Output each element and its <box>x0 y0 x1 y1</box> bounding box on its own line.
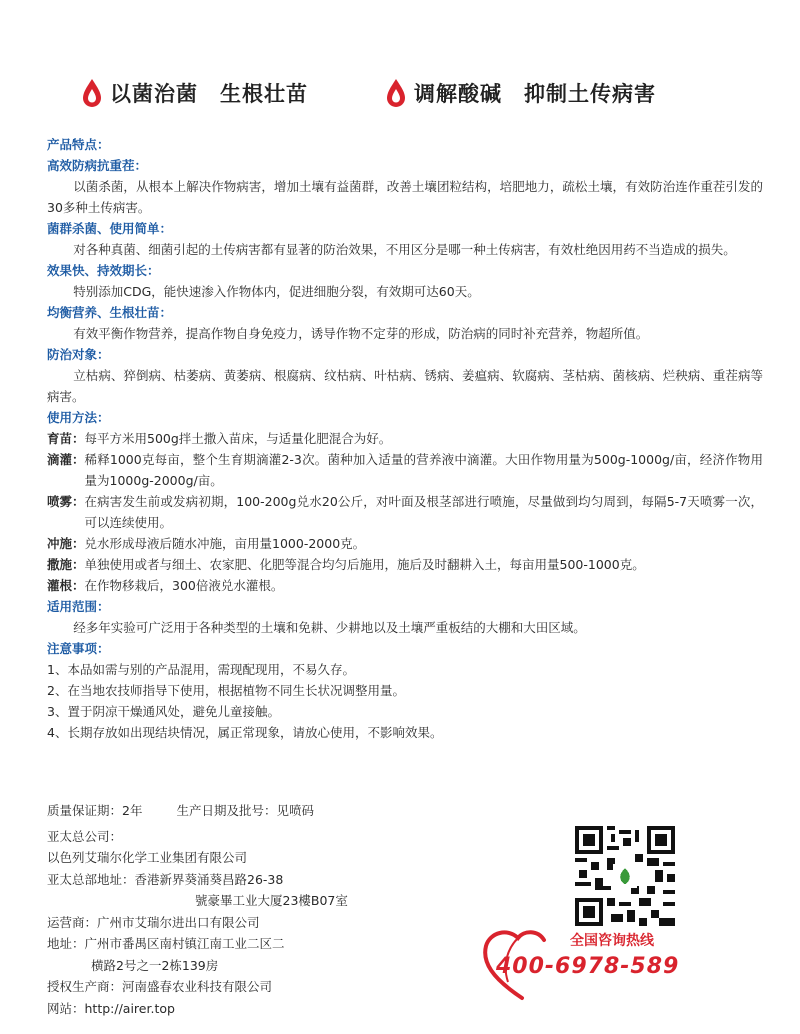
note-item: 4、长期存放如出现结块情况，属正常现象，请放心使用，不影响效果。 <box>47 725 443 740</box>
drop-icon <box>80 77 104 109</box>
note-item: 3、置于阴凉干燥通风处，避免儿童接触。 <box>47 704 280 719</box>
slogan-right <box>384 77 656 109</box>
targets-heading: 防治对象： <box>47 347 110 362</box>
usage-label: 撒施： <box>47 557 85 572</box>
hotline-label: 全国咨询热线 <box>570 933 654 949</box>
address-cont: 横路2号之一2栋139房 <box>91 957 219 973</box>
drop-icon <box>384 77 408 109</box>
hotline-number[interactable]: 400-6978-589 <box>496 954 680 979</box>
usage-row <box>47 554 763 575</box>
product-description <box>47 134 763 743</box>
notes-heading: 注意事项： <box>47 641 110 656</box>
slogan-left <box>80 77 308 109</box>
shelf-life: 质量保证期：2年 <box>47 803 143 818</box>
feature-heading: 菌群杀菌、使用简单： <box>47 221 173 236</box>
operator: 运营商：广州市艾瑞尔进出口有限公司 <box>47 914 260 930</box>
usage-text: 每平方米用500g拌土撒入苗床，与适量化肥混合为好。 <box>84 431 392 446</box>
hq-address-cont: 號豪畢工业大厦23樓B07室 <box>195 893 348 908</box>
usage-label: 育苗： <box>47 431 85 446</box>
slogan-right-text: 调解酸碱 抑制土传病害 <box>414 82 656 106</box>
usage-text: 单独使用或者与细土、农家肥、化肥等混合均匀后施用，施后及时翻耕入土，每亩用量500-1000克。 <box>84 557 645 572</box>
hq-label: 亚太总公司： <box>47 828 123 844</box>
producer: 授权生产商：河南盛春农业科技有限公司 <box>47 979 273 994</box>
feature-text: 以菌杀菌，从根本上解决作物病害，增加土壤有益菌群，改善土壤团粒结构，培肥地力，疏松土壤，有效防治连作重茬引发的30多种土传病害。 <box>47 179 763 215</box>
scope-text: 经多年实验可广泛用于各种类型的土壤和免耕、少耕地以及土壤严重板结的大棚和大田区域。 <box>73 620 586 635</box>
feature-heading: 均衡营养、生根壮苗： <box>47 305 173 320</box>
note-item: 2、在当地农技师指导下使用，根据植物不同生长状况调整用量。 <box>47 683 405 698</box>
usage-row <box>47 575 763 596</box>
usage-label: 喷雾： <box>47 494 85 509</box>
hq-name: 以色列艾瑞尔化学工业集团有限公司 <box>47 850 248 865</box>
usage-row <box>47 533 763 554</box>
shelf-life-line <box>47 800 348 822</box>
feature-text: 有效平衡作物营养，提高作物自身免疫力，诱导作物不定芽的形成，防治病的同时补充营养，物超所值。 <box>73 326 649 341</box>
slogan-left-text: 以菌治菌 生根壮苗 <box>110 82 308 106</box>
hotline-badge <box>478 928 698 1006</box>
targets-text: 立枯病、猝倒病、枯萎病、黄萎病、根腐病、纹枯病、叶枯病、锈病、姜瘟病、软腐病、茎枯病、菌核病、烂秧病、重茬病等病害。 <box>47 368 763 404</box>
usage-text: 在作物移栽后，300倍液兑水灌根。 <box>84 578 284 593</box>
feature-text: 对各种真菌、细菌引起的土传病害都有显著的防治效果，不用区分是哪一种土传病害，有效杜绝因用药不当造成的损失。 <box>73 242 736 257</box>
usage-row <box>47 449 763 491</box>
feature-heading: 效果快、持效期长： <box>47 263 160 278</box>
hq-address: 亚太总部地址：香港新界葵涌葵昌路26-38 <box>47 871 284 887</box>
feature-text: 特别添加CDG，能快速渗入作物体内，促进细胞分裂，有效期可达60天。 <box>73 284 480 299</box>
address: 地址：广州市番禺区南村镇江南工业二区二 <box>47 936 285 951</box>
website-link[interactable]: 网站：http://airer.top <box>47 1000 175 1016</box>
note-item: 1、本品如需与别的产品混用，需现配现用，不易久存。 <box>47 662 355 677</box>
usage-text: 稀释1000克每亩，整个生育期滴灌2-3次。菌种加入适量的营养液中滴灌。大田作物用量为500g-1000g/亩，经济作物用量为1000g-2000g/亩。 <box>84 452 763 488</box>
batch-info: 生产日期及批号：见喷码 <box>176 803 314 818</box>
company-info <box>47 800 348 1019</box>
feature-heading: 高效防病抗重茬： <box>47 158 148 173</box>
usage-row <box>47 491 763 533</box>
features-title: 产品特点： <box>47 137 110 152</box>
usage-text: 兑水形成母液后随水冲施，亩用量1000-2000克。 <box>84 536 366 551</box>
usage-text: 在病害发生前或发病初期，100-200g兑水20公斤，对叶面及根茎部进行喷施，尽量做到均匀周到，每隔5-7天喷雾一次，可以连续使用。 <box>84 494 763 530</box>
usage-label: 冲施： <box>47 536 85 551</box>
scope-heading: 适用范围： <box>47 599 110 614</box>
usage-label: 滴灌： <box>47 452 85 467</box>
usage-row <box>47 428 763 449</box>
usage-heading: 使用方法： <box>47 410 110 425</box>
qr-code <box>575 826 675 926</box>
usage-label: 灌根： <box>47 578 85 593</box>
